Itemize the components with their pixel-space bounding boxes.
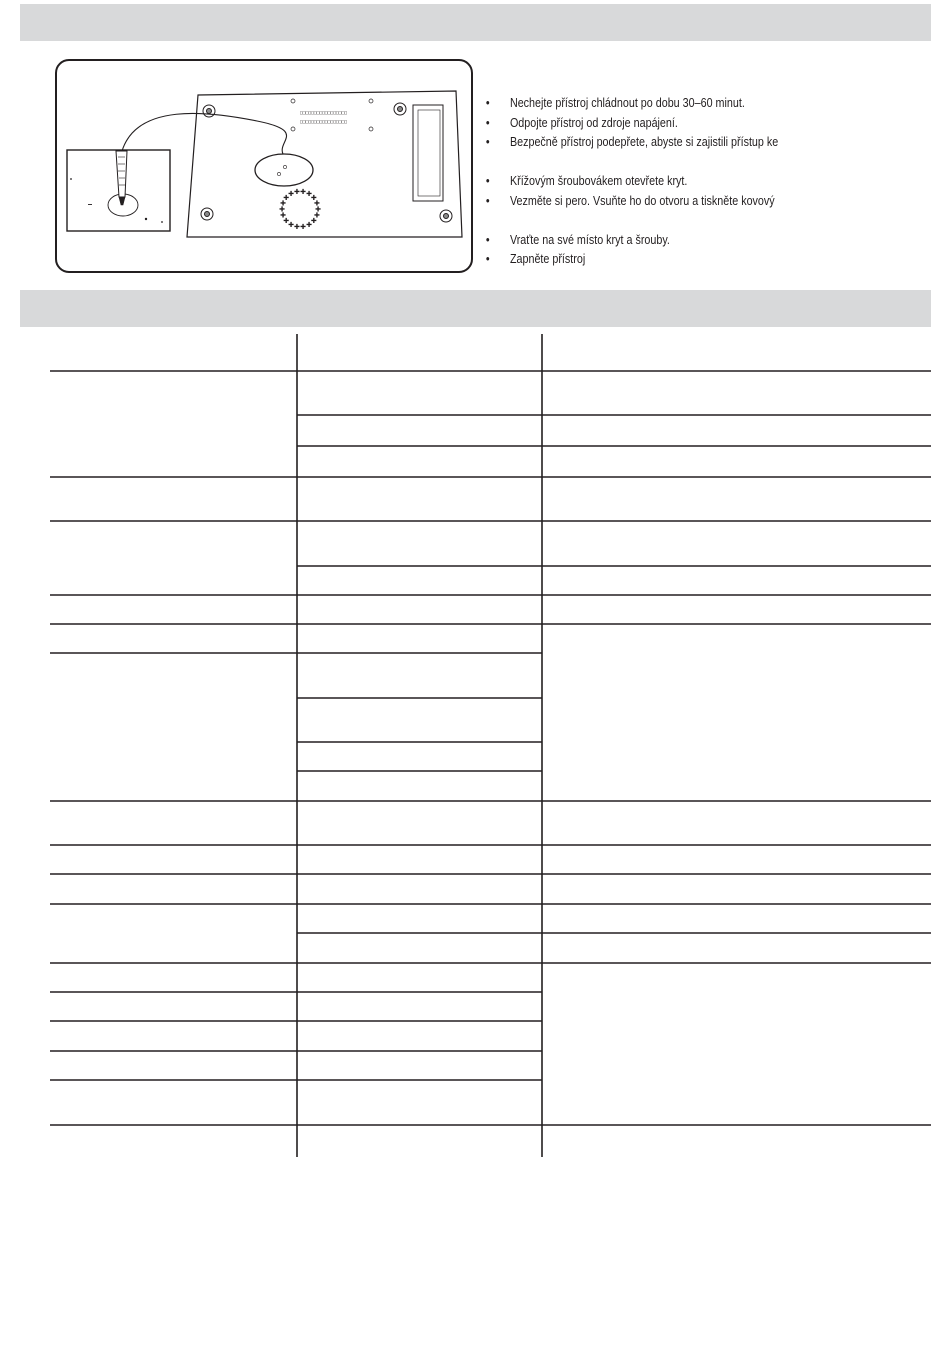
grille-hole: ✚ [283,193,290,202]
grille-hole: ✚ [306,221,312,230]
grille-hole: ✚ [300,187,307,196]
instruction-item: • Zapněte přístroj [485,250,863,270]
grille-hole: ✚ [288,189,294,198]
instruction-item: • Bezpečně přístroj podepřete, abyste si zajistili přístup ke [485,133,863,153]
grille-hole: ✚ [306,189,312,198]
grille-hole: ✚ [310,217,317,226]
grille-hole: ✚ [280,199,287,208]
grille-hole: ✚ [279,205,285,214]
instruction-item: • Odpojte přístroj od zdroje napájení. [485,114,863,134]
instruction-item: • Nechejte přístroj chládnout po dobu 30–60 minut. [485,94,863,114]
panel-label-row-2: □□□□□□□□□□□□□□□□□ [300,120,348,125]
grille-hole: ✚ [280,211,287,220]
instruction-item: • Vraťte na své místo kryt a šrouby. [485,231,863,251]
instruction-item: • Vezměte si pero. Vsuňte ho do otvoru a tiskněte kovový [485,192,863,212]
instruction-item: • Křížovým šroubovákem otevřete kryt. [485,172,863,192]
grille-hole: ✚ [313,199,320,208]
panel-label-row-1: □□□□□□□□□□□□□□□□□ [300,111,348,116]
grille-hole: ✚ [288,221,294,230]
grille-hole: ✚ [315,205,321,214]
grille-hole: ✚ [283,217,290,226]
grille-hole: ✚ [310,193,317,202]
grille-hole: ✚ [313,211,320,220]
grille-hole: ✚ [293,187,300,196]
grille-hole: ✚ [293,223,300,232]
grille-hole: ✚ [300,223,307,232]
